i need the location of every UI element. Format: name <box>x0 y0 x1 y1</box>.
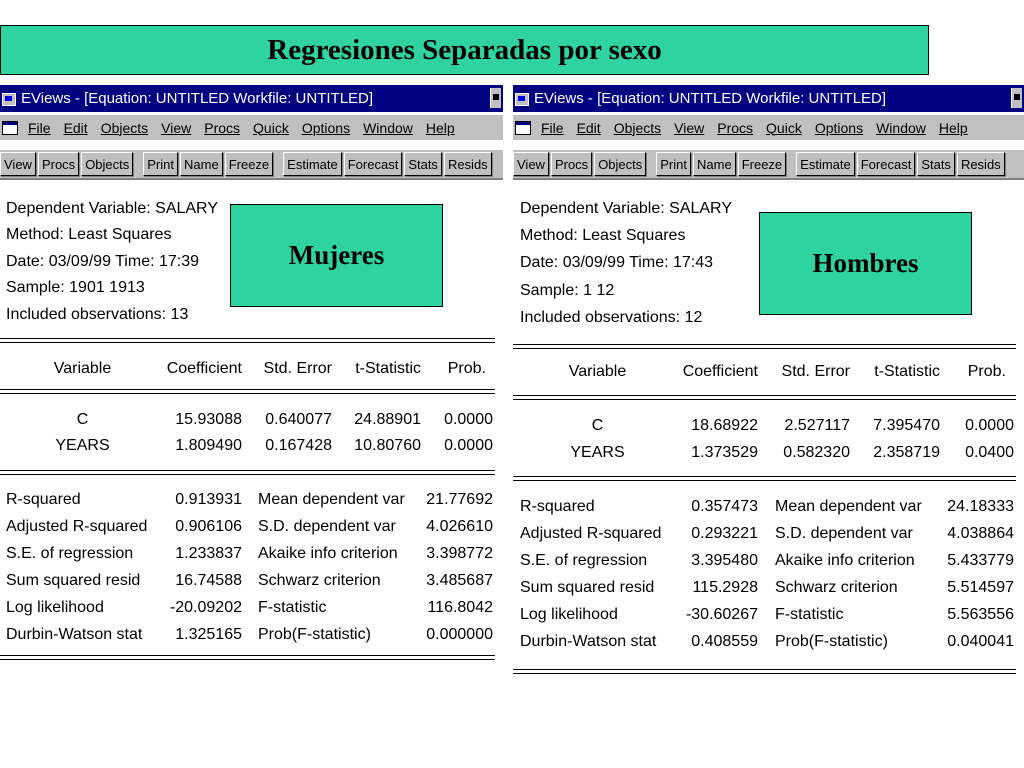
menu-window[interactable]: Window <box>876 119 926 136</box>
print-button[interactable]: Print <box>143 152 178 176</box>
stat2-label: Schwarz criterion <box>258 572 381 589</box>
freeze-button[interactable]: Freeze <box>225 152 273 176</box>
resids-button[interactable]: Resids <box>444 152 492 176</box>
menu-view[interactable]: View <box>161 119 192 136</box>
menu-bar <box>0 115 503 140</box>
stat-value: 0.357473 <box>691 498 758 515</box>
t-statistic-value: 7.395470 <box>873 417 940 434</box>
divider <box>0 655 495 660</box>
document-icon[interactable] <box>515 121 531 135</box>
resids-button[interactable]: Resids <box>957 152 1005 176</box>
stat-label: Log likelihood <box>6 599 104 616</box>
stat2-value: 0.040041 <box>947 633 1014 650</box>
stat2-value: 5.563556 <box>947 606 1014 623</box>
estimate-button[interactable]: Estimate <box>283 152 342 176</box>
menu-quick[interactable]: Quick <box>766 119 802 136</box>
forecast-button[interactable]: Forecast <box>857 152 916 176</box>
stat-value: 1.325165 <box>175 626 242 643</box>
stat-value: 0.408559 <box>691 633 758 650</box>
stat2-label: Mean dependent var <box>258 491 405 508</box>
col-header-std-error: Std. Error <box>781 363 850 380</box>
stats-button[interactable]: Stats <box>917 152 955 176</box>
stat-label: Sum squared resid <box>520 579 655 596</box>
menu-quick[interactable]: Quick <box>253 119 289 136</box>
stat-value: -20.09202 <box>169 599 242 616</box>
forecast-button[interactable]: Forecast <box>344 152 403 176</box>
col-header-t-statistic: t-Statistic <box>874 363 940 380</box>
dependent-variable: Dependent Variable: SALARY <box>520 200 732 217</box>
coefficient-value: 15.93088 <box>175 411 242 428</box>
menu-options[interactable]: Options <box>814 119 864 136</box>
window-title: EViews - [Equation: UNTITLED Workfile: UNTITLED] <box>534 90 887 107</box>
stat2-value: 0.000000 <box>426 626 493 643</box>
procs-button[interactable]: Procs <box>551 152 592 176</box>
date-time: Date: 03/09/99 Time: 17:39 <box>6 253 200 270</box>
menu-help[interactable]: Help <box>425 119 455 136</box>
menu-bar <box>513 115 1024 140</box>
prob-value: 0.0400 <box>965 444 1014 461</box>
stat2-value: 3.485687 <box>426 572 493 589</box>
included-observations: Included observations: 12 <box>520 309 703 326</box>
eviews-window-mujeres <box>0 85 503 688</box>
stat2-label: Prob(F-statistic) <box>775 633 888 650</box>
sample: Sample: 1901 1913 <box>6 279 145 296</box>
divider <box>0 389 495 394</box>
t-statistic-value: 2.358719 <box>873 444 940 461</box>
stat2-value: 3.398772 <box>426 545 493 562</box>
t-statistic-value: 24.88901 <box>354 411 421 428</box>
stat-value: 1.233837 <box>175 545 242 562</box>
menu-options[interactable]: Options <box>301 119 351 136</box>
date-time: Date: 03/09/99 Time: 17:43 <box>520 254 714 271</box>
coefficient-value: 1.809490 <box>175 437 242 454</box>
col-header-std-error: Std. Error <box>263 360 332 377</box>
var-name: C <box>591 417 604 434</box>
stat2-label: F-statistic <box>775 606 844 623</box>
stat-label: Durbin-Watson stat <box>6 626 143 643</box>
stat2-label: S.D. dependent var <box>258 518 396 535</box>
stat2-value: 24.18333 <box>947 498 1014 515</box>
stat2-value: 5.433779 <box>947 552 1014 569</box>
menu-objects[interactable]: Objects <box>613 119 662 136</box>
coefficient-value: 18.68922 <box>691 417 758 434</box>
dependent-variable: Dependent Variable: SALARY <box>6 200 218 217</box>
divider <box>513 344 1016 349</box>
window-title: EViews - [Equation: UNTITLED Workfile: UNTITLED] <box>21 90 374 107</box>
std-error-value: 0.640077 <box>265 411 332 428</box>
stat2-label: Akaike info criterion <box>258 545 398 562</box>
prob-value: 0.0000 <box>444 437 493 454</box>
divider <box>513 395 1016 400</box>
divider <box>0 470 495 475</box>
stat2-label: Prob(F-statistic) <box>258 626 371 643</box>
freeze-button[interactable]: Freeze <box>738 152 786 176</box>
stat2-label: F-statistic <box>258 599 327 616</box>
equation-output <box>0 180 503 688</box>
stat2-value: 4.038864 <box>947 525 1014 542</box>
procs-button[interactable]: Procs <box>38 152 79 176</box>
view-button[interactable]: View <box>0 152 36 176</box>
menu-edit[interactable]: Edit <box>63 119 88 136</box>
stat-label: S.E. of regression <box>6 545 134 562</box>
stat-label: Log likelihood <box>520 606 618 623</box>
col-header-t-statistic: t-Statistic <box>355 360 421 377</box>
method: Method: Least Squares <box>520 227 686 244</box>
stat-value: 16.74588 <box>175 572 242 589</box>
var-name: YEARS <box>570 444 625 461</box>
stat-label: S.E. of regression <box>520 552 648 569</box>
menu-edit[interactable]: Edit <box>576 119 601 136</box>
equation-toolbar <box>513 150 1024 180</box>
col-header-variable: Variable <box>53 360 112 377</box>
col-header-prob: Prob. <box>967 363 1006 380</box>
equation-output <box>513 180 1024 688</box>
window-titlebar[interactable] <box>513 85 1024 112</box>
std-error-value: 0.167428 <box>265 437 332 454</box>
stat2-value: 4.026610 <box>426 518 493 535</box>
var-name: C <box>76 411 89 428</box>
sample: Sample: 1 12 <box>520 282 615 299</box>
method: Method: Least Squares <box>6 226 172 243</box>
var-name: YEARS <box>55 437 110 454</box>
stat-value: -30.60267 <box>685 606 758 623</box>
stat-label: Adjusted R-squared <box>520 525 662 542</box>
divider <box>513 476 1016 481</box>
stat2-value: 116.8042 <box>427 599 493 616</box>
menu-objects[interactable]: Objects <box>100 119 149 136</box>
t-statistic-value: 10.80760 <box>354 437 421 454</box>
stat2-label: S.D. dependent var <box>775 525 913 542</box>
col-header-coefficient: Coefficient <box>166 360 242 377</box>
divider <box>513 669 1016 674</box>
group-label-mujeres: Mujeres <box>230 204 443 307</box>
stat-label: R-squared <box>6 491 81 508</box>
menu-procs[interactable]: Procs <box>204 119 241 136</box>
slide-title: Regresiones Separadas por sexo <box>0 25 929 75</box>
stat2-value: 5.514597 <box>947 579 1014 596</box>
name-button[interactable]: Name <box>693 152 736 176</box>
estimate-button[interactable]: Estimate <box>796 152 855 176</box>
stat-label: Sum squared resid <box>6 572 141 589</box>
menu-procs[interactable]: Procs <box>717 119 754 136</box>
included-observations: Included observations: 13 <box>6 306 189 323</box>
stat-value: 0.906106 <box>175 518 242 535</box>
stat2-value: 21.77692 <box>426 491 493 508</box>
menu-file[interactable]: File <box>28 119 51 136</box>
menu-help[interactable]: Help <box>938 119 968 136</box>
stat-label: Adjusted R-squared <box>6 518 148 535</box>
stats-button[interactable]: Stats <box>404 152 442 176</box>
stat2-label: Akaike info criterion <box>775 552 915 569</box>
menu-file[interactable]: File <box>541 119 564 136</box>
prob-value: 0.0000 <box>444 411 493 428</box>
objects-button[interactable]: Objects <box>594 152 646 176</box>
stat-value: 0.293221 <box>691 525 758 542</box>
print-button[interactable]: Print <box>656 152 691 176</box>
group-label-hombres: Hombres <box>759 212 972 315</box>
view-button[interactable]: View <box>513 152 549 176</box>
coefficient-value: 1.373529 <box>691 444 758 461</box>
eviews-app-icon[interactable] <box>2 92 16 106</box>
stat-label: R-squared <box>520 498 595 515</box>
menu-view[interactable]: View <box>674 119 705 136</box>
eviews-window-hombres <box>513 85 1024 688</box>
stat-value: 3.395480 <box>691 552 758 569</box>
col-header-prob: Prob. <box>447 360 486 377</box>
col-header-coefficient: Coefficient <box>682 363 758 380</box>
prob-value: 0.0000 <box>965 417 1014 434</box>
maximize-icon[interactable] <box>490 88 501 108</box>
stat-label: Durbin-Watson stat <box>520 633 657 650</box>
menu-window[interactable]: Window <box>363 119 413 136</box>
name-button[interactable]: Name <box>180 152 223 176</box>
objects-button[interactable]: Objects <box>81 152 133 176</box>
window-titlebar[interactable] <box>0 85 503 112</box>
stat2-label: Schwarz criterion <box>775 579 898 596</box>
std-error-value: 2.527117 <box>784 417 850 434</box>
maximize-icon[interactable] <box>1011 88 1022 108</box>
eviews-app-icon[interactable] <box>515 92 529 106</box>
stat-value: 0.913931 <box>175 491 242 508</box>
std-error-value: 0.582320 <box>783 444 850 461</box>
col-header-variable: Variable <box>568 363 627 380</box>
divider <box>0 338 495 343</box>
stat-value: 115.2928 <box>692 579 758 596</box>
document-icon[interactable] <box>2 121 18 135</box>
equation-toolbar <box>0 150 503 180</box>
stat2-label: Mean dependent var <box>775 498 922 515</box>
